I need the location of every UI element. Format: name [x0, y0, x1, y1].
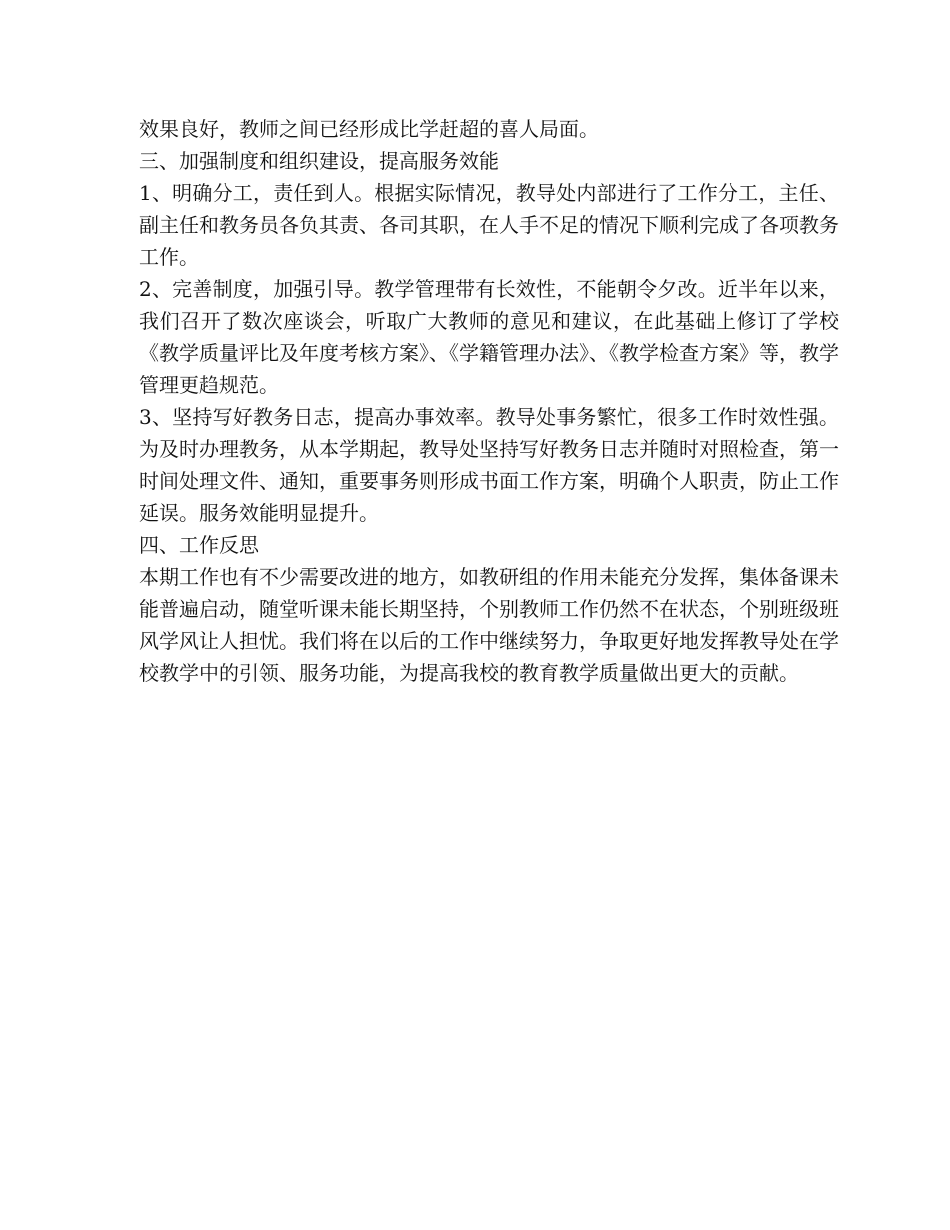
paragraph-reflection: 本期工作也有不少需要改进的地方，如教研组的作用未能充分发挥，集体备课未能普遍启动，随堂听课未能长期坚持，个别教师工作仍然不在状态，个别班级班风学风让人担忧。我们将在以后的工作中继续努力，争取更好地发挥教导处在学校教学中的引领、服务功能，为提高我校的教育教学质量做出更大的贡献。	[139, 565, 839, 685]
paragraph-item-1: 1、明确分工，责任到人。根据实际情况，教导处内部进行了工作分工，主任、副主任和教务员各负其责、各司其职，在人手不足的情况下顺利完成了各项教务工作。	[139, 181, 839, 269]
section-heading-4: 四、工作反思	[139, 533, 259, 557]
paragraph-item-3: 3、坚持写好教务日志，提高办事效率。教导处事务繁忙，很多工作时效性强。为及时办理教务，从本学期起，教导处坚持写好教务日志并随时对照检查，第一时间处理文件、通知，重要事务则形成书面工作方案，明确个人职责，防止工作延误。服务效能明显提升。	[139, 405, 839, 525]
paragraph-item-2: 2、完善制度，加强引导。教学管理带有长效性，不能朝令夕改。近半年以来，我们召开了数次座谈会，听取广大教师的意见和建议，在此基础上修订了学校《教学质量评比及年度考核方案》、《学籍管理办法》、《教学检查方案》等，教学管理更趋规范。	[139, 277, 839, 397]
section-heading-3: 三、加强制度和组织建设，提高服务效能	[139, 149, 499, 173]
document-body	[139, 113, 839, 689]
paragraph-continuation: 效果良好，教师之间已经形成比学赶超的喜人局面。	[139, 117, 599, 141]
